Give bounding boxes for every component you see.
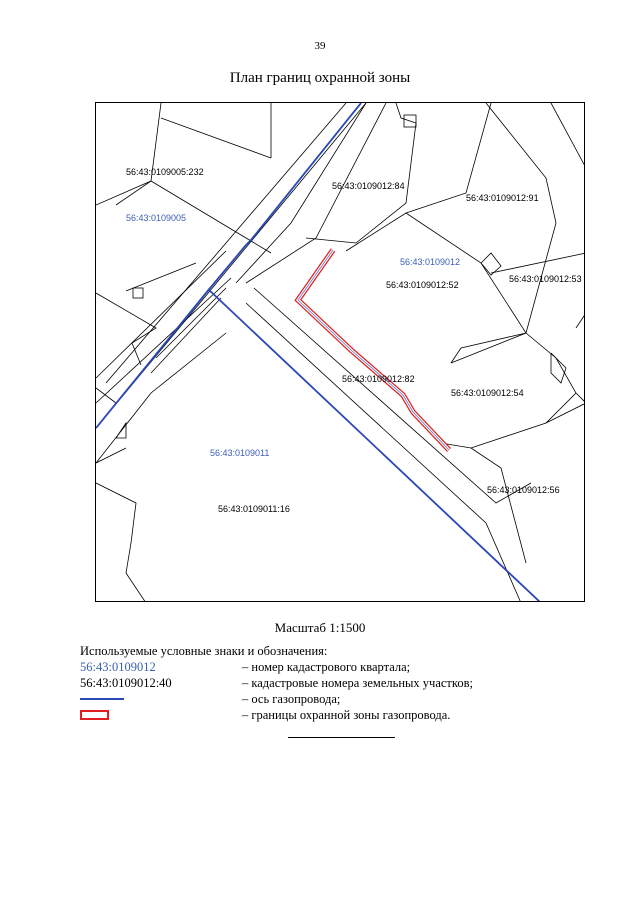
road-edge — [96, 251, 226, 378]
road-edge — [106, 103, 346, 383]
parcel-label: 56:43:0109012:91 — [466, 193, 539, 203]
quarter-label: 56:43:0109011 — [210, 448, 270, 458]
parcel-label: 56:43:0109012:82 — [342, 374, 415, 384]
road-edge — [246, 103, 386, 283]
parcel-label: 56:43:0109012:54 — [451, 388, 524, 398]
parcel-label: 56:43:0109012:52 — [386, 280, 459, 290]
parcel-boundary — [96, 181, 151, 205]
road-edge — [236, 103, 366, 283]
parcel-boundary — [576, 393, 585, 403]
building-footprint — [133, 288, 143, 298]
parcel-label: 56:43:0109012:84 — [332, 181, 405, 191]
legend-key-quarter-number: 56:43:0109012 — [80, 660, 156, 674]
parcel-boundary — [551, 103, 585, 168]
parcel-label: 56:43:0109011:16 — [218, 504, 290, 514]
footer-divider — [288, 737, 395, 738]
parcel-boundary — [96, 448, 126, 463]
legend-item-quarter — [80, 659, 580, 675]
page-number: 39 — [314, 40, 326, 52]
road-edge — [151, 298, 221, 373]
parcel-boundary — [116, 423, 126, 438]
parcel-boundary — [486, 103, 556, 333]
parcel-boundary — [551, 353, 566, 383]
legend — [80, 643, 580, 723]
legend-desc: – кадастровые номера земельных участков; — [242, 676, 473, 690]
parcel-label: 56:43:0109012:56 — [487, 485, 560, 495]
quarter-label: 56:43:0109012 — [400, 257, 461, 267]
legend-desc: – границы охранной зоны газопровода. — [242, 708, 451, 722]
page-title: План границ охранной зоны — [229, 70, 411, 86]
road-edge — [246, 303, 521, 602]
legend-key-parcel-number: 56:43:0109012:40 — [80, 676, 172, 690]
legend-desc: – номер кадастрового квартала; — [242, 660, 411, 674]
parcel-boundary — [161, 118, 271, 158]
parcel-boundary — [491, 253, 585, 273]
parcel-boundary — [116, 103, 161, 205]
gas-axis-line-sample — [80, 698, 124, 700]
parcel-boundaries — [96, 103, 585, 602]
parcel-label: 56:43:0109005:232 — [126, 167, 204, 177]
legend-heading: Используемые условные знаки и обозначения: — [80, 644, 328, 658]
gas-axis-line — [208, 289, 541, 602]
cadastral-map — [95, 102, 585, 602]
parcel-boundary — [126, 263, 196, 291]
map-drawing — [96, 103, 585, 602]
parcel-boundary — [156, 288, 226, 358]
legend-item-parcel — [80, 675, 580, 691]
quarter-label: 56:43:0109005 — [126, 213, 187, 223]
map-scale: Масштаб 1:1500 — [274, 620, 366, 635]
legend-desc: – ось газопровода; — [242, 692, 341, 706]
legend-item-gas-axis — [80, 691, 580, 707]
road-edge — [121, 103, 366, 398]
parcel-boundary — [546, 403, 585, 423]
gas-pipeline-axis — [96, 103, 541, 602]
protection-zone-sample — [80, 710, 109, 720]
parcel-boundary — [96, 483, 146, 602]
parcel-label: 56:43:0109012:53 — [509, 274, 582, 284]
parcel-boundary — [576, 313, 585, 328]
parcel-boundary — [96, 293, 156, 365]
legend-item-protection-zone — [80, 707, 580, 723]
road-edge — [96, 278, 231, 403]
